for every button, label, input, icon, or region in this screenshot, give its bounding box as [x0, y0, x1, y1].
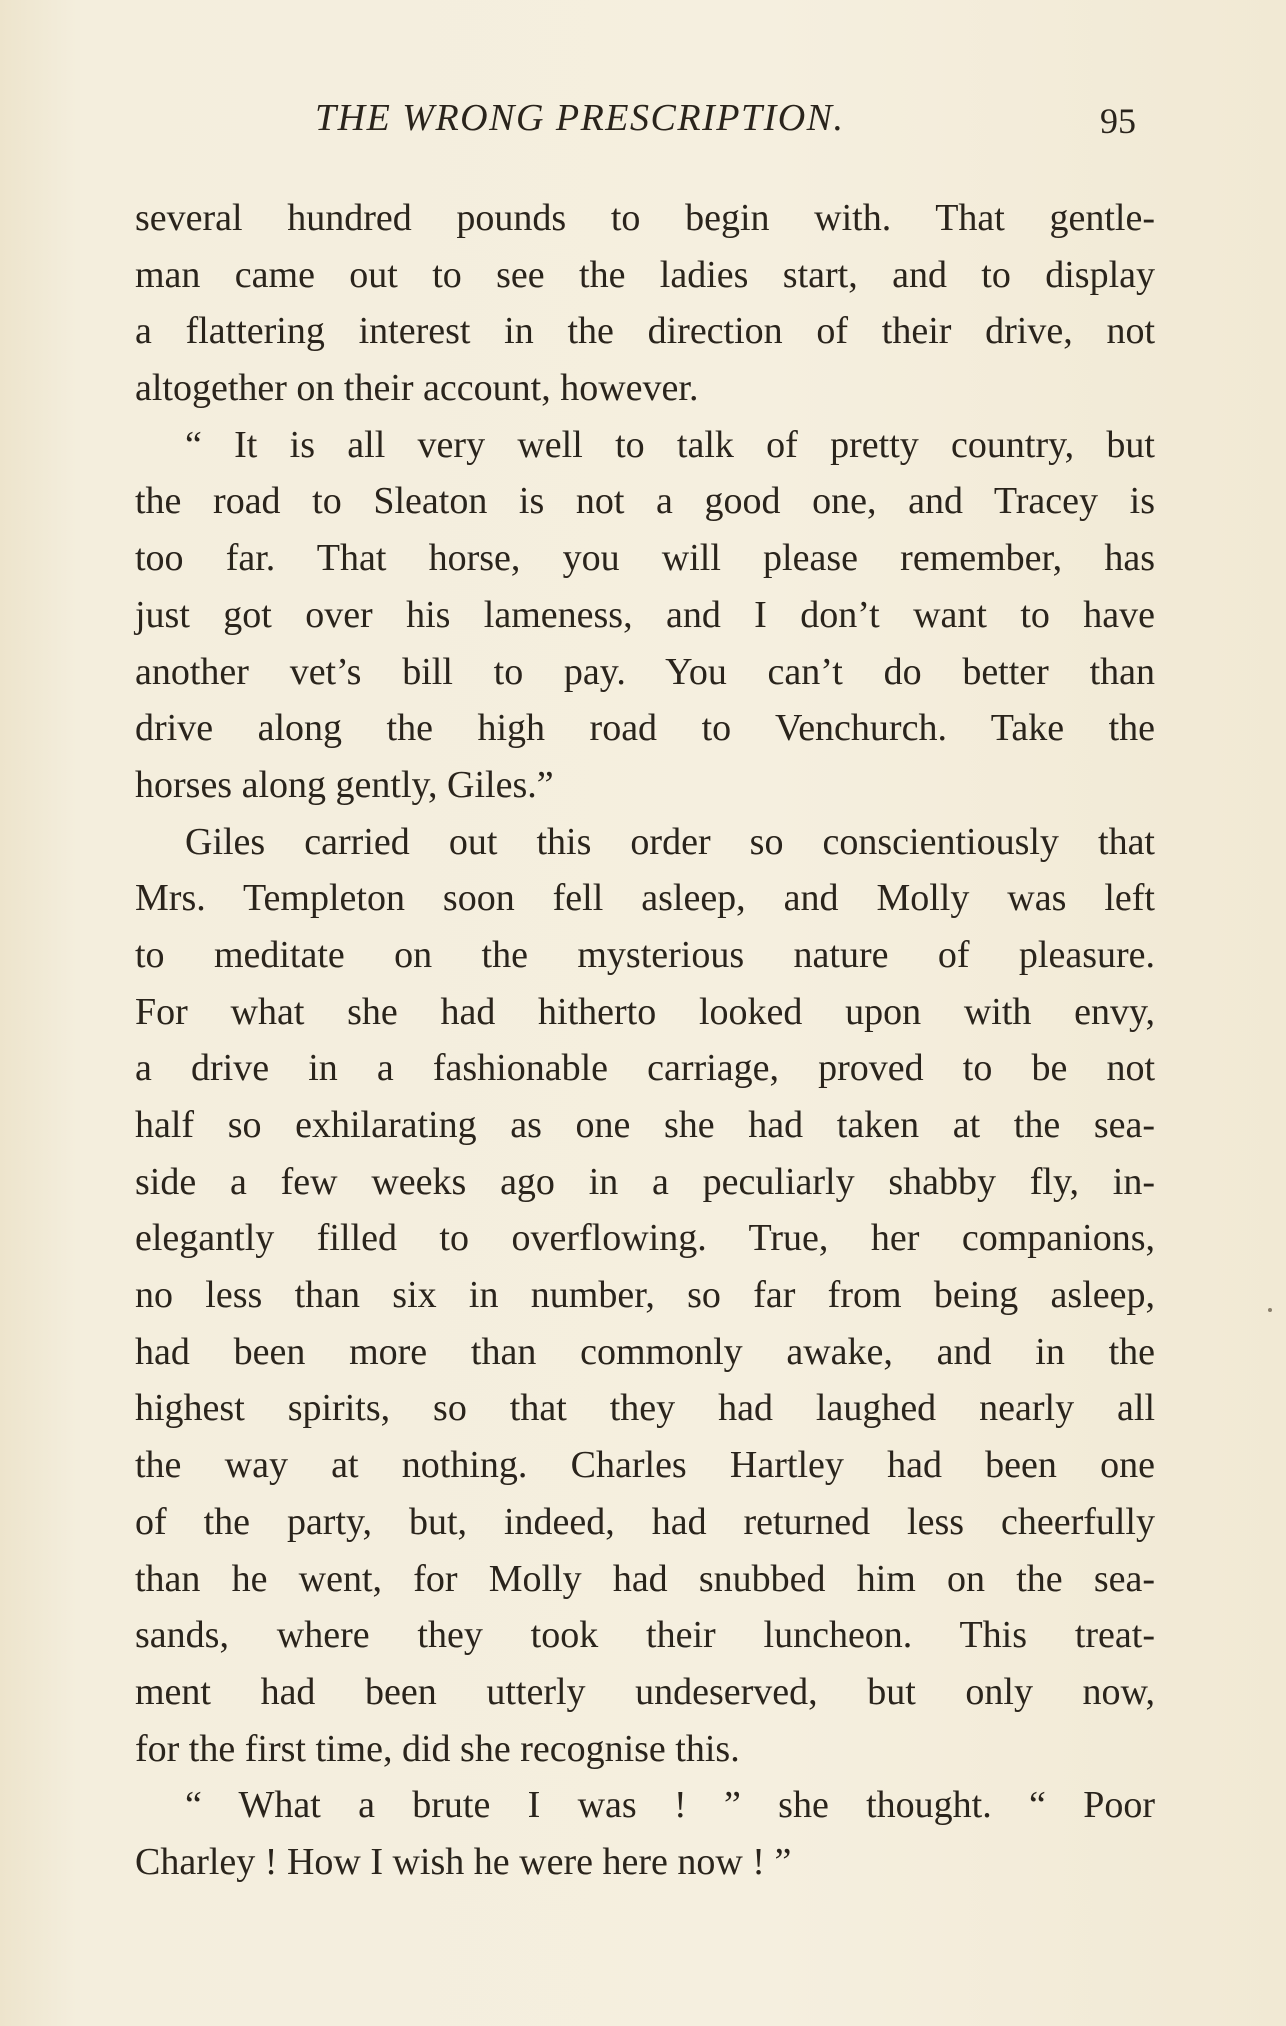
- text-line: no less than six in number, so far from being asleep,: [135, 1274, 1155, 1317]
- text-line: Mrs. Templeton soon fell asleep, and Molly was left: [135, 877, 1155, 920]
- text-line: “ It is all very well to talk of pretty country, but: [185, 423, 1155, 466]
- text-line: For what she had hitherto looked upon with envy,: [135, 990, 1155, 1033]
- text-line: had been more than commonly awake, and in the: [135, 1330, 1155, 1373]
- text-line: sands, where they took their luncheon. This treat-: [135, 1614, 1155, 1657]
- text-line: ment had been utterly undeserved, but only now,: [135, 1670, 1155, 1713]
- text-line: another vet’s bill to pay. You can’t do better than: [135, 650, 1155, 693]
- text-line: half so exhilarating as one she had taken at the sea-: [135, 1104, 1155, 1146]
- text-line: the road to Sleaton is not a good one, and Tracey is: [135, 480, 1155, 523]
- text-line: Charley ! How I wish he were here now ! ”: [135, 1840, 792, 1883]
- text-line: of the party, but, indeed, had returned less cheerfully: [135, 1500, 1155, 1543]
- body-text: [135, 190, 1155, 1891]
- text-line: elegantly filled to overflowing. True, her companions,: [135, 1217, 1155, 1260]
- text-line: than he went, for Molly had snubbed him on the sea-: [135, 1557, 1155, 1600]
- text-line: drive along the high road to Venchurch. Take the: [135, 707, 1155, 750]
- text-line: a flattering interest in the direction of their drive, not: [135, 310, 1155, 353]
- text-line: highest spirits, so that they had laughed nearly all: [135, 1387, 1155, 1430]
- text-line: “ What a brute I was ! ” she thought. “ Poor: [185, 1784, 1155, 1827]
- text-line: a drive in a fashionable carriage, proved to be not: [135, 1047, 1155, 1090]
- text-line: the way at nothing. Charles Hartley had been one: [135, 1444, 1155, 1487]
- text-line: just got over his lameness, and I don’t want to have: [135, 593, 1155, 636]
- page-header: [135, 96, 1155, 152]
- text-line: several hundred pounds to begin with. That gentle-: [135, 197, 1155, 239]
- text-line: for the first time, did she recognise this.: [135, 1727, 740, 1770]
- text-line: horses along gently, Giles.”: [135, 763, 554, 806]
- text-line: to meditate on the mysterious nature of pleasure.: [135, 933, 1155, 976]
- text-line: side a few weeks ago in a peculiarly shabby fly, in-: [135, 1160, 1155, 1203]
- paper-speck: [1268, 1308, 1272, 1312]
- text-line: man came out to see the ladies start, and to display: [135, 253, 1155, 296]
- text-line: too far. That horse, you will please remember, has: [135, 537, 1155, 580]
- text-line: Giles carried out this order so conscientiously that: [185, 820, 1155, 863]
- text-line: altogether on their account, however.: [135, 367, 699, 410]
- running-title: THE WRONG PRESCRIPTION.: [315, 97, 845, 139]
- page-number: 95: [1100, 101, 1136, 141]
